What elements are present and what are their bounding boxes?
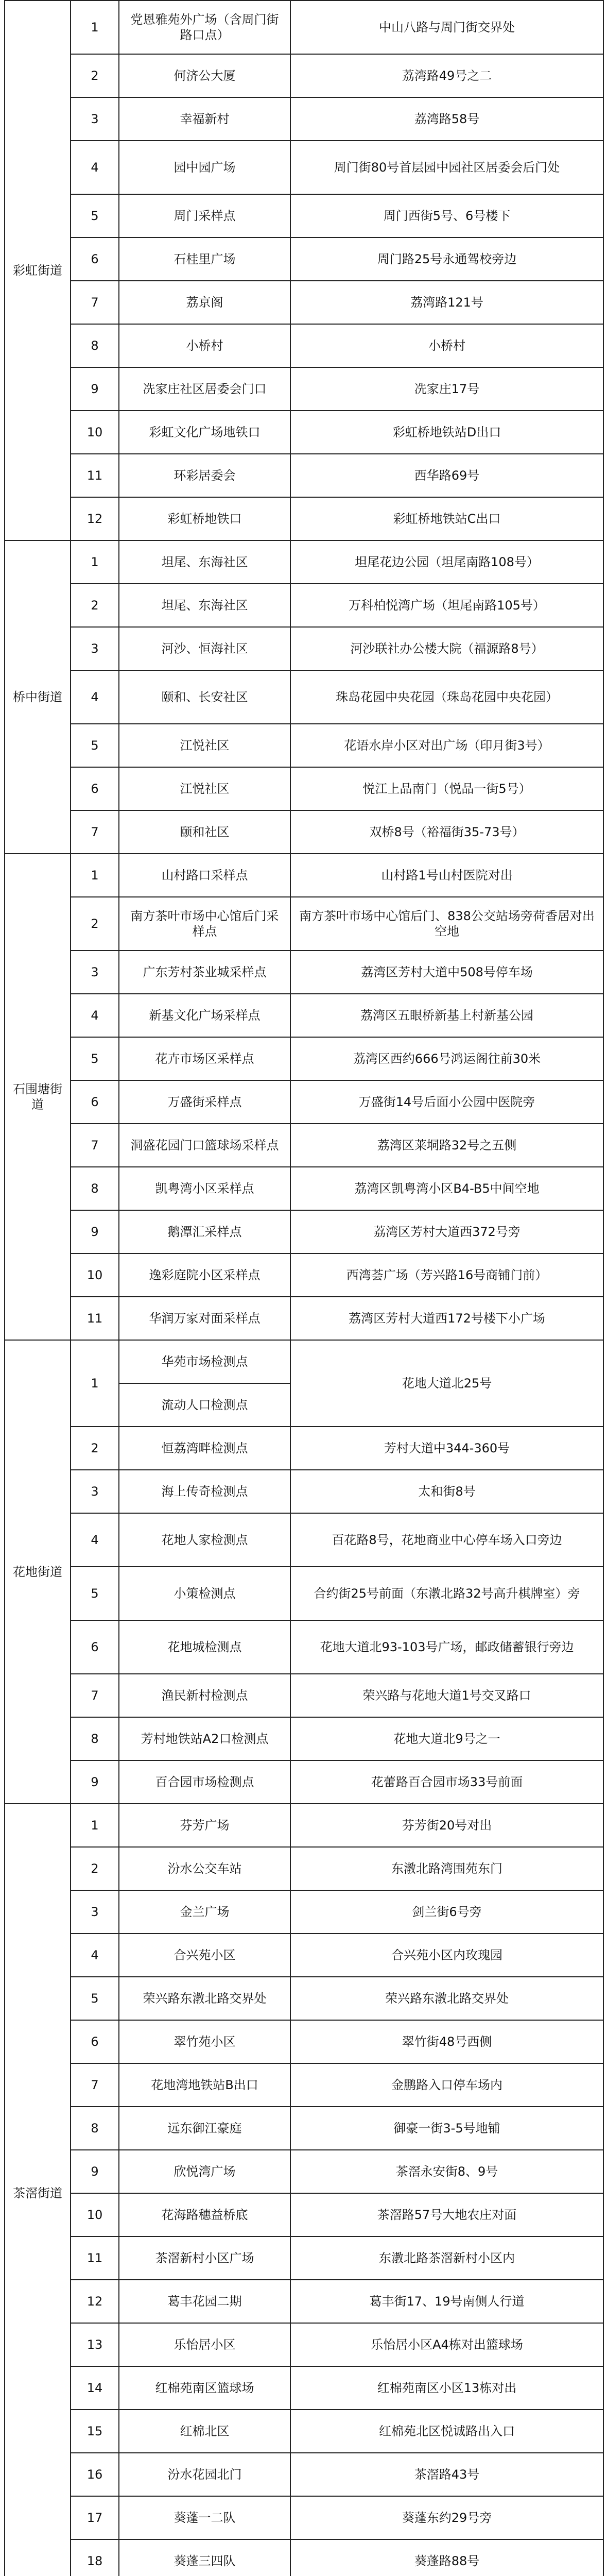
table-row xyxy=(5,1253,603,1297)
table-row xyxy=(5,540,603,584)
site-address-cell: 花地大道北93-103号广场，邮政储蓄银行旁边 xyxy=(290,1620,603,1674)
site-name-cell: 欣悦湾广场 xyxy=(119,2150,290,2193)
site-name-cell: 河沙、恒海社区 xyxy=(119,627,290,670)
index-cell: 2 xyxy=(71,584,119,627)
site-name-cell: 小策检测点 xyxy=(119,1567,290,1620)
site-name-cell: 凯粤湾小区采样点 xyxy=(119,1167,290,1210)
site-address-cell: 花语水岸小区对出广场（印月街3号） xyxy=(290,724,603,767)
index-cell: 4 xyxy=(71,1513,119,1567)
table-row xyxy=(5,854,603,897)
site-name-cell: 山村路口采样点 xyxy=(119,854,290,897)
site-address-cell: 合兴苑小区内玫瑰园 xyxy=(290,1934,603,1977)
index-cell: 1 xyxy=(71,540,119,584)
site-address-cell: 东漖北路湾围苑东门 xyxy=(290,1847,603,1890)
site-name-cell: 华苑市场检测点 xyxy=(119,1340,290,1383)
site-name-cell: 葛丰花园二期 xyxy=(119,2280,290,2323)
site-name-cell: 汾水公交车站 xyxy=(119,1847,290,1890)
table-row xyxy=(5,1977,603,2020)
index-cell: 3 xyxy=(71,951,119,994)
site-name-cell: 花地城检测点 xyxy=(119,1620,290,1674)
index-cell: 1 xyxy=(71,854,119,897)
index-cell: 9 xyxy=(71,1210,119,1253)
site-address-cell: 红棉苑南区小区13栋对出 xyxy=(290,2366,603,2410)
site-address-cell: 荔湾区莱垌路32号之五侧 xyxy=(290,1124,603,1167)
street-name-cell: 桥中街道 xyxy=(5,540,71,854)
site-address-cell: 茶滘路43号 xyxy=(290,2453,603,2496)
table-row xyxy=(5,497,603,540)
index-cell: 9 xyxy=(71,2150,119,2193)
street-name-cell: 茶滘街道 xyxy=(5,1804,71,2576)
table-row xyxy=(5,897,603,951)
site-address-cell: 花地大道北9号之一 xyxy=(290,1717,603,1760)
index-cell: 10 xyxy=(71,2193,119,2236)
index-cell: 6 xyxy=(71,1080,119,1124)
site-address-cell: 荔湾路58号 xyxy=(290,97,603,141)
table-row xyxy=(5,2410,603,2453)
site-name-cell: 花地湾地铁站B出口 xyxy=(119,2063,290,2107)
table-row xyxy=(5,1427,603,1470)
site-address-cell: 南方茶叶市场中心馆后门、838公交站场旁荷香居对出空地 xyxy=(290,897,603,951)
site-name-cell: 华润万家对面采样点 xyxy=(119,1297,290,1340)
table-row xyxy=(5,2496,603,2539)
index-cell: 7 xyxy=(71,810,119,854)
index-cell: 7 xyxy=(71,2063,119,2107)
site-name-cell: 合兴苑小区 xyxy=(119,1934,290,1977)
table-row xyxy=(5,97,603,141)
site-address-cell: 红棉苑北区悦诚路出入口 xyxy=(290,2410,603,2453)
site-name-cell: 海上传奇检测点 xyxy=(119,1470,290,1513)
index-cell: 9 xyxy=(71,367,119,411)
table-row xyxy=(5,2150,603,2193)
index-cell: 2 xyxy=(71,897,119,951)
index-cell: 8 xyxy=(71,1167,119,1210)
index-cell: 10 xyxy=(71,1253,119,1297)
index-cell: 11 xyxy=(71,2236,119,2280)
site-address-cell: 翠竹街48号西侧 xyxy=(290,2020,603,2063)
table-row xyxy=(5,1037,603,1080)
site-address-cell: 花地大道北25号 xyxy=(290,1340,603,1427)
site-address-cell: 周门街80号首层园中园社区居委会后门处 xyxy=(290,141,603,194)
table-row xyxy=(5,367,603,411)
table-row xyxy=(5,2280,603,2323)
site-address-cell: 葵蓬路88号 xyxy=(290,2539,603,2576)
site-address-cell: 荔湾区西约666号鸿运阁往前30米 xyxy=(290,1037,603,1080)
index-cell: 3 xyxy=(71,627,119,670)
site-name-cell: 环彩居委会 xyxy=(119,454,290,497)
site-name-cell: 洞盛花园门口篮球场采样点 xyxy=(119,1124,290,1167)
site-name-cell: 百合园市场检测点 xyxy=(119,1760,290,1804)
site-address-cell: 周门路25号永通驾校旁边 xyxy=(290,238,603,281)
site-address-cell: 荔湾区芳村大道西372号旁 xyxy=(290,1210,603,1253)
site-address-cell: 万科柏悦湾广场（坦尾南路105号） xyxy=(290,584,603,627)
index-cell: 8 xyxy=(71,2107,119,2150)
index-cell: 4 xyxy=(71,670,119,724)
street-name-cell: 彩虹街道 xyxy=(5,1,71,540)
table-row xyxy=(5,2236,603,2280)
site-name-cell: 荔京阁 xyxy=(119,281,290,324)
table-row xyxy=(5,1297,603,1340)
site-address-cell: 西湾荟广场（芳兴路16号商铺门前） xyxy=(290,1253,603,1297)
table-row xyxy=(5,1620,603,1674)
index-cell: 6 xyxy=(71,1620,119,1674)
table-row xyxy=(5,2366,603,2410)
site-name-cell: 南方茶叶市场中心馆后门采样点 xyxy=(119,897,290,951)
site-address-cell: 花蕾路百合园市场33号前面 xyxy=(290,1760,603,1804)
site-address-cell: 小桥村 xyxy=(290,324,603,367)
site-name-cell: 江悦社区 xyxy=(119,724,290,767)
street-name-cell: 石围塘街道 xyxy=(5,854,71,1340)
site-name-cell: 周门采样点 xyxy=(119,194,290,238)
site-name-cell: 新基文化广场采样点 xyxy=(119,994,290,1037)
site-name-cell: 花海路穗益桥底 xyxy=(119,2193,290,2236)
site-address-cell: 荔湾区芳村大道中508号停车场 xyxy=(290,951,603,994)
table-row xyxy=(5,281,603,324)
index-cell: 5 xyxy=(71,1977,119,2020)
index-cell: 8 xyxy=(71,324,119,367)
index-cell: 3 xyxy=(71,1890,119,1934)
table-row xyxy=(5,54,603,97)
street-name-cell: 花地街道 xyxy=(5,1340,71,1804)
index-cell: 7 xyxy=(71,1674,119,1717)
table-row xyxy=(5,1674,603,1717)
index-cell: 3 xyxy=(71,97,119,141)
table-row xyxy=(5,238,603,281)
index-cell: 4 xyxy=(71,141,119,194)
site-address-cell: 葵蓬东约29号旁 xyxy=(290,2496,603,2539)
site-name-cell: 鹅潭汇采样点 xyxy=(119,1210,290,1253)
site-address-cell: 荣兴路东漖北路交界处 xyxy=(290,1977,603,2020)
index-cell: 4 xyxy=(71,994,119,1037)
site-address-cell: 荔湾区五眼桥新基上村新基公园 xyxy=(290,994,603,1037)
table-row xyxy=(5,1890,603,1934)
table-row xyxy=(5,1760,603,1804)
site-name-cell: 江悦社区 xyxy=(119,767,290,810)
site-name-cell: 颐和、长安社区 xyxy=(119,670,290,724)
site-address-cell: 双桥8号（裕福街35-73号） xyxy=(290,810,603,854)
index-cell: 10 xyxy=(71,411,119,454)
index-cell: 5 xyxy=(71,1037,119,1080)
site-name-cell: 渔民新村检测点 xyxy=(119,1674,290,1717)
index-cell: 9 xyxy=(71,1760,119,1804)
site-name-cell: 芬芳广场 xyxy=(119,1804,290,1847)
site-name-cell: 流动人口检测点 xyxy=(119,1383,290,1427)
site-address-cell: 葛丰街17、19号南侧人行道 xyxy=(290,2280,603,2323)
index-cell: 1 xyxy=(71,1,119,54)
site-address-cell: 乐怡居小区A4栋对出篮球场 xyxy=(290,2323,603,2366)
table-row xyxy=(5,1167,603,1210)
table-row xyxy=(5,1513,603,1567)
site-name-cell: 乐怡居小区 xyxy=(119,2323,290,2366)
index-cell: 5 xyxy=(71,1567,119,1620)
table-row xyxy=(5,584,603,627)
table-row xyxy=(5,2107,603,2150)
index-cell: 2 xyxy=(71,54,119,97)
index-cell: 18 xyxy=(71,2539,119,2576)
index-cell: 1 xyxy=(71,1804,119,1847)
site-address-cell: 周门西街5号、6号楼下 xyxy=(290,194,603,238)
site-name-cell: 葵蓬三四队 xyxy=(119,2539,290,2576)
site-address-cell: 荔湾区芳村大道西172号楼下小广场 xyxy=(290,1297,603,1340)
table-row xyxy=(5,411,603,454)
table-row xyxy=(5,2453,603,2496)
site-address-cell: 剑兰街6号旁 xyxy=(290,1890,603,1934)
index-cell: 2 xyxy=(71,1847,119,1890)
index-cell: 7 xyxy=(71,281,119,324)
table-row xyxy=(5,141,603,194)
site-address-cell: 御豪一街3-5号地铺 xyxy=(290,2107,603,2150)
index-cell: 1 xyxy=(71,1340,119,1427)
index-cell: 17 xyxy=(71,2496,119,2539)
site-name-cell: 荣兴路东漖北路交界处 xyxy=(119,1977,290,2020)
table-row xyxy=(5,724,603,767)
site-address-cell: 茶滘永安街8、9号 xyxy=(290,2150,603,2193)
site-address-cell: 茶滘路57号大地农庄对面 xyxy=(290,2193,603,2236)
site-name-cell: 石桂里广场 xyxy=(119,238,290,281)
site-name-cell: 恒荔湾畔检测点 xyxy=(119,1427,290,1470)
table-row xyxy=(5,951,603,994)
table-row xyxy=(5,1340,603,1383)
index-cell: 12 xyxy=(71,497,119,540)
site-name-cell: 冼家庄社区居委会门口 xyxy=(119,367,290,411)
site-name-cell: 园中园广场 xyxy=(119,141,290,194)
site-address-cell: 芬芳街20号对出 xyxy=(290,1804,603,1847)
site-address-cell: 悦江上品南门（悦品一街5号） xyxy=(290,767,603,810)
table-row xyxy=(5,1804,603,1847)
site-address-cell: 西华路69号 xyxy=(290,454,603,497)
index-cell: 11 xyxy=(71,454,119,497)
table-row xyxy=(5,2063,603,2107)
site-name-cell: 翠竹苑小区 xyxy=(119,2020,290,2063)
site-address-cell: 万盛街14号后面小公园中医院旁 xyxy=(290,1080,603,1124)
site-address-cell: 珠岛花园中央花园（珠岛花园中央花园） xyxy=(290,670,603,724)
site-name-cell: 坦尾、东海社区 xyxy=(119,584,290,627)
index-cell: 6 xyxy=(71,238,119,281)
table-row xyxy=(5,1717,603,1760)
site-name-cell: 茶滘新村小区广场 xyxy=(119,2236,290,2280)
site-name-cell: 幸福新村 xyxy=(119,97,290,141)
site-address-cell: 荔湾路121号 xyxy=(290,281,603,324)
site-address-cell: 彩虹桥地铁站C出口 xyxy=(290,497,603,540)
site-name-cell: 小桥村 xyxy=(119,324,290,367)
index-cell: 5 xyxy=(71,724,119,767)
site-name-cell: 党恩雅苑外广场（含周门街路口点） xyxy=(119,1,290,54)
table-row xyxy=(5,1080,603,1124)
table-row xyxy=(5,1567,603,1620)
table-row xyxy=(5,670,603,724)
site-address-cell: 百花路8号，花地商业中心停车场入口旁边 xyxy=(290,1513,603,1567)
site-address-cell: 荔湾区凯粤湾小区B4-B5中间空地 xyxy=(290,1167,603,1210)
table-row xyxy=(5,454,603,497)
site-address-cell: 坦尾花边公园（坦尾南路108号） xyxy=(290,540,603,584)
index-cell: 7 xyxy=(71,1124,119,1167)
site-address-cell: 荔湾路49号之二 xyxy=(290,54,603,97)
table-row xyxy=(5,1470,603,1513)
table-row xyxy=(5,1934,603,1977)
index-cell: 2 xyxy=(71,1427,119,1470)
site-address-cell: 太和街8号 xyxy=(290,1470,603,1513)
site-name-cell: 花卉市场区采样点 xyxy=(119,1037,290,1080)
site-name-cell: 坦尾、东海社区 xyxy=(119,540,290,584)
site-address-cell: 芳村大道中344-360号 xyxy=(290,1427,603,1470)
site-name-cell: 彩虹桥地铁口 xyxy=(119,497,290,540)
site-name-cell: 汾水花园北门 xyxy=(119,2453,290,2496)
site-address-cell: 荣兴路与花地大道1号交叉路口 xyxy=(290,1674,603,1717)
site-address-cell: 中山八路与周门街交界处 xyxy=(290,1,603,54)
table-row xyxy=(5,767,603,810)
site-address-cell: 河沙联社办公楼大院（福源路8号） xyxy=(290,627,603,670)
site-name-cell: 彩虹文化广场地铁口 xyxy=(119,411,290,454)
site-address-cell: 金鹏路入口停车场内 xyxy=(290,2063,603,2107)
index-cell: 13 xyxy=(71,2323,119,2366)
table-row xyxy=(5,2193,603,2236)
table-row xyxy=(5,1124,603,1167)
table-row xyxy=(5,324,603,367)
table-body xyxy=(5,1,603,2576)
table-row xyxy=(5,2539,603,2576)
site-name-cell: 万盛街采样点 xyxy=(119,1080,290,1124)
index-cell: 5 xyxy=(71,194,119,238)
table-row xyxy=(5,810,603,854)
index-cell: 3 xyxy=(71,1470,119,1513)
site-address-cell: 彩虹桥地铁站D出口 xyxy=(290,411,603,454)
table-row xyxy=(5,627,603,670)
index-cell: 11 xyxy=(71,1297,119,1340)
index-cell: 15 xyxy=(71,2410,119,2453)
table-row xyxy=(5,1210,603,1253)
site-name-cell: 逸彩庭院小区采样点 xyxy=(119,1253,290,1297)
index-cell: 8 xyxy=(71,1717,119,1760)
index-cell: 14 xyxy=(71,2366,119,2410)
table-row xyxy=(5,2020,603,2063)
index-cell: 16 xyxy=(71,2453,119,2496)
site-name-cell: 红棉北区 xyxy=(119,2410,290,2453)
site-name-cell: 红棉苑南区篮球场 xyxy=(119,2366,290,2410)
table-row xyxy=(5,194,603,238)
site-name-cell: 花地人家检测点 xyxy=(119,1513,290,1567)
table-row xyxy=(5,1847,603,1890)
site-name-cell: 金兰广场 xyxy=(119,1890,290,1934)
site-address-cell: 山村路1号山村医院对出 xyxy=(290,854,603,897)
testing-sites-table xyxy=(4,0,604,2576)
site-name-cell: 葵蓬一二队 xyxy=(119,2496,290,2539)
index-cell: 12 xyxy=(71,2280,119,2323)
site-address-cell: 东漖北路茶滘新村小区内 xyxy=(290,2236,603,2280)
index-cell: 4 xyxy=(71,1934,119,1977)
site-name-cell: 广东芳村茶业城采样点 xyxy=(119,951,290,994)
site-address-cell: 冼家庄17号 xyxy=(290,367,603,411)
index-cell: 6 xyxy=(71,2020,119,2063)
index-cell: 6 xyxy=(71,767,119,810)
table-row xyxy=(5,994,603,1037)
table-row xyxy=(5,2323,603,2366)
site-name-cell: 何济公大厦 xyxy=(119,54,290,97)
site-name-cell: 远东御江豪庭 xyxy=(119,2107,290,2150)
site-name-cell: 颐和社区 xyxy=(119,810,290,854)
site-address-cell: 合约街25号前面（东漖北路32号高升棋牌室）旁 xyxy=(290,1567,603,1620)
site-name-cell: 芳村地铁站A2口检测点 xyxy=(119,1717,290,1760)
table-row xyxy=(5,1,603,54)
